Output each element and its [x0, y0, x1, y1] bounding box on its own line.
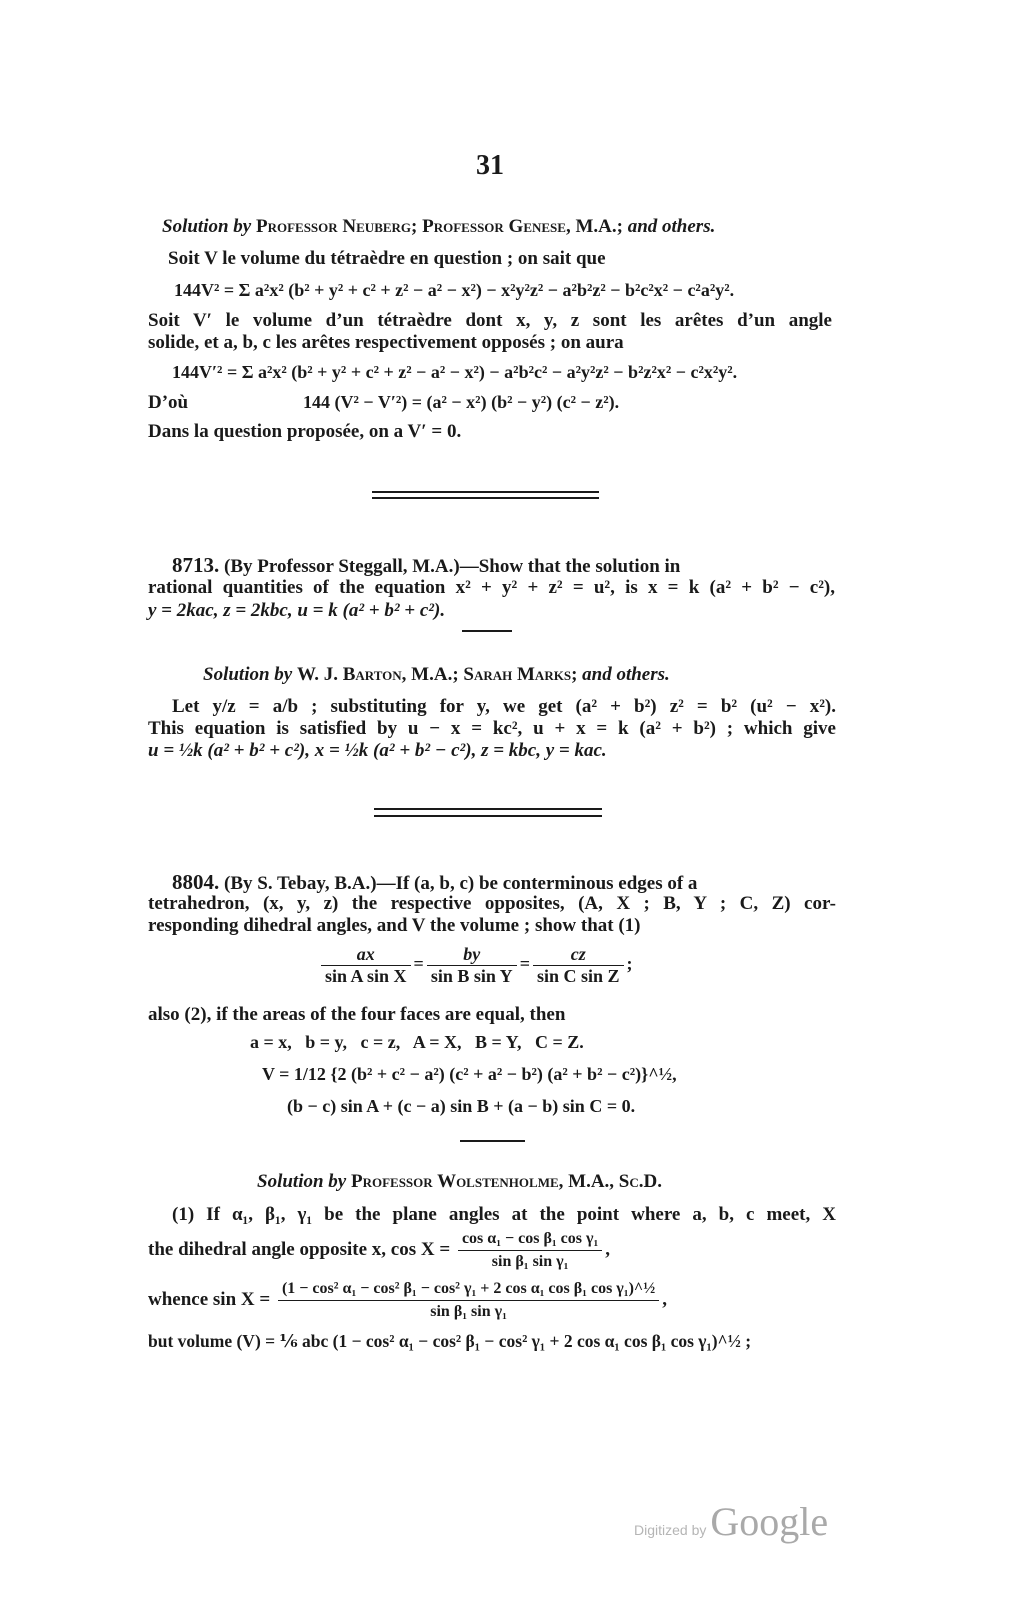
google-logo: Google [710, 1499, 829, 1544]
problem-8713-line1 [172, 554, 832, 578]
dihedral-angle-line [148, 1228, 610, 1273]
equation: 144 (V² − V′²) = (a² − x²) (b² − y²) (c² − z²). [303, 392, 620, 412]
solver-name: Sarah Marks [463, 664, 572, 685]
separator: ; [616, 216, 623, 237]
separator: ; [411, 216, 418, 237]
dou-label: D’où [148, 392, 189, 413]
comma: , [662, 1288, 667, 1310]
problem-text: (By S. Tebay, B.A.)—If (a, b, c) be conterminous edges of a [224, 873, 698, 894]
denominator: sin β₁ sin γ₁ [491, 1253, 569, 1270]
solution-by-label: Solution by [203, 664, 293, 685]
numerator: ax [321, 944, 411, 966]
denominator: sin B sin Y [430, 966, 513, 986]
equals-sign: = [519, 953, 530, 974]
text-line: Let y/z = a/b ; substituting for y, we get (a² + b²) z² = b² (u² − x²). [172, 696, 836, 717]
section-divider [372, 497, 599, 499]
solution-heading-wolstenholme [257, 1171, 662, 1193]
watermark-prefix: Digitized by [634, 1522, 707, 1538]
solver-name: W. J. Barton, M.A. [296, 664, 453, 685]
equation: 144V² = Σ a²x² (b² + y² + c² + z² − a² − x²) − x²y²z² − a²b²z² − b²c²x² − c²a²y². [174, 280, 735, 300]
separator: ; [571, 664, 578, 685]
problem-number: 8713. [172, 553, 220, 577]
denominator: sin A sin X [325, 966, 407, 986]
solution-by-label: Solution by [162, 216, 252, 237]
digitized-watermark [634, 1498, 828, 1545]
equation: a = x, b = y, c = z, A = X, B = Y, C = Z. [250, 1032, 584, 1052]
solution-heading-neuberg [162, 216, 715, 238]
numerator: cos α₁ − cos β₁ cos γ₁ [458, 1228, 602, 1251]
text-line: but volume (V) = ⅙ abc (1 − cos² α₁ − cos² β₁ − cos² γ₁ + 2 cos α₁ cos β₁ cos γ₁)^½ ; [148, 1331, 752, 1351]
ratio-equation [318, 944, 633, 987]
text-line: Dans la question proposée, on a V′ = 0. [148, 421, 462, 442]
text-line: solide, et a, b, c les arêtes respectivement opposés ; on aura [148, 332, 624, 353]
text-line: responding dihedral angles, and V the volume ; show that (1) [148, 915, 641, 936]
equation: V = 1/12 {2 (b² + c² − a²) (c² + a² − b²) (a² + b² − c²)}^½, [262, 1064, 677, 1084]
text-line: rational quantities of the equation x² + y² + z² = u², is x = k (a² + b² − c²), [148, 577, 835, 598]
fraction [458, 1228, 602, 1273]
fraction [533, 944, 624, 987]
text-line: u = ½k (a² + b² + c²), x = ½k (a² + b² − c²), z = kbc, y = kac. [148, 740, 607, 761]
text-fragment: the dihedral angle opposite x, cos X = [148, 1238, 451, 1260]
separator: ; [452, 664, 459, 685]
text-line: Soit V′ le volume d’un tétraèdre dont x, y, z sont les arêtes d’un angle [148, 310, 832, 331]
text-line: tetrahedron, (x, y, z) the respective opposites, (A, X ; B, Y ; C, Z) cor- [148, 893, 836, 914]
semicolon: ; [626, 953, 633, 974]
equation: (b − c) sin A + (c − a) sin B + (a − b) sin C = 0. [287, 1096, 636, 1116]
equation: 144V′² = Σ a²x² (b² + y² + c² + z² − a² − x²) − a²b²c² − a²y²z² − b²z²x² − c²x²y². [172, 362, 738, 382]
equals-sign: = [413, 953, 424, 974]
fraction [321, 944, 411, 987]
section-divider [374, 808, 602, 810]
and-others-label: and others. [582, 664, 670, 685]
fraction [427, 944, 517, 987]
numerator: cz [533, 944, 624, 966]
section-divider [374, 815, 602, 817]
solver-name: Professor Neuberg [255, 216, 412, 237]
solution-by-label: Solution by [257, 1171, 347, 1192]
short-divider [460, 1140, 525, 1142]
problem-8804-line1 [172, 871, 836, 895]
numerator: by [427, 944, 517, 966]
numerator: (1 − cos² α₁ − cos² β₁ − cos² γ₁ + 2 cos α₁ cos β₁ cos γ₁)^½ [278, 1278, 659, 1301]
text-line: This equation is satisfied by u − x = kc², u + x = k (a² + b²) ; which give [148, 718, 836, 739]
section-divider [372, 491, 599, 493]
text-line: (1) If α₁, β₁, γ₁ be the plane angles at the point where a, b, c meet, X [172, 1204, 836, 1225]
denominator: sin β₁ sin γ₁ [430, 1303, 507, 1320]
solver-name: Professor Wolstenholme, M.A., Sc.D. [350, 1171, 662, 1192]
fraction [278, 1278, 659, 1323]
text-line: y = 2kac, z = 2kbc, u = k (a² + b² + c²). [148, 600, 446, 621]
and-others-label: and others. [627, 216, 716, 237]
text-line: also (2), if the areas of the four faces are equal, then [148, 1004, 566, 1025]
problem-text: (By Professor Steggall, M.A.)—Show that the solution in [224, 556, 681, 577]
whence-line [148, 1278, 667, 1323]
text-line: Soit V le volume du tétraèdre en question ; on sait que [168, 248, 606, 269]
text-fragment: whence sin X = [148, 1288, 271, 1310]
solution-heading-barton [203, 664, 670, 686]
problem-number: 8804. [172, 870, 220, 894]
short-divider [462, 630, 512, 632]
solver-name: Professor Genese, M.A. [422, 216, 617, 237]
denominator: sin C sin Z [536, 966, 620, 986]
comma: , [605, 1238, 611, 1260]
page-number: 31 [476, 150, 504, 181]
